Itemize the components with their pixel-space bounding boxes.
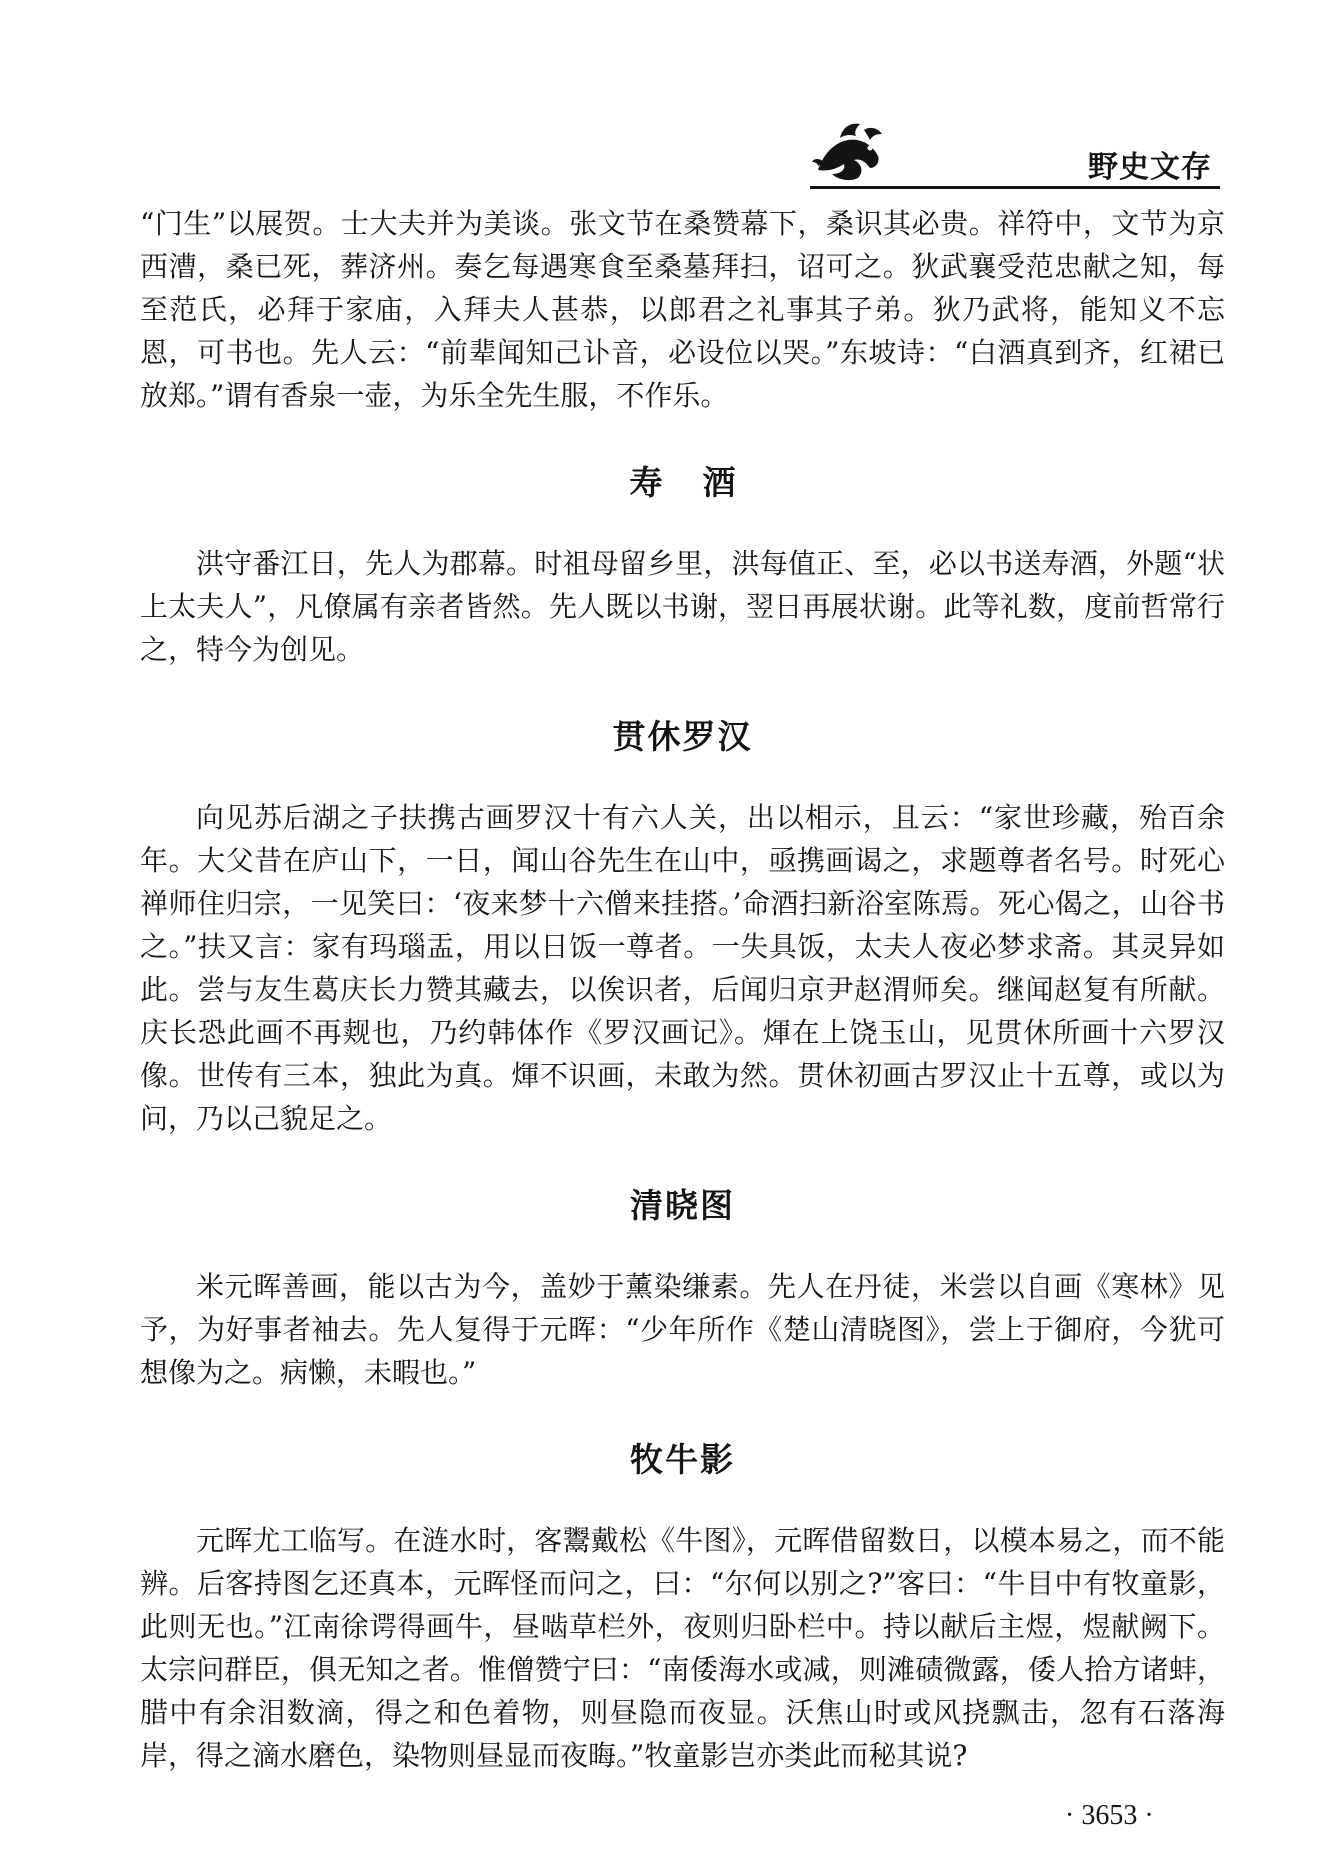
section-title-muniu-ying: 牧牛影 <box>630 1440 735 1479</box>
section-body-shoujiu: 洪守番江日，先人为郡幕。时祖母留乡里，洪每值正、至，必以书送寿酒，外题“状上太夫人”，凡僚属有亲者皆然。先人既以书谢，翌日再展状谢。此等礼数，度前哲常行之，特今为创见。 <box>140 547 1225 666</box>
intro-paragraph: “门生”以展贺。士大夫并为美谈。张文节在桑赞幕下，桑识其必贵。祥符中，文节为京西漕，桑已死，葬济州。奏乞每遇寒食至桑墓拜扫，诏可之。狄武襄受范忠献之知，每至范氏，必拜于家庙，入拜夫人甚恭，以郎君之礼事其子弟。狄乃武将，能知义不忘恩，可书也。先人云：“前辈闻知己讣音，必设位以哭。”东坡诗：“白酒真到齐，红裙已放郑。”谓有香泉一壶，为乐全先生服，不作乐。 <box>140 207 1225 412</box>
section-title-guanxiu-luohan: 贯休罗汉 <box>612 717 753 756</box>
running-header <box>810 118 1220 188</box>
section-body-qingxiao-tu: 米元晖善画，能以古为今，盖妙于薰染缣素。先人在丹徒，米尝以自画《寒林》见予，为好事者袖去。先人复得于元晖：“少年所作《楚山清晓图》，尝上于御府，今犹可想像为之。病懒，未暇也。” <box>140 1270 1225 1389</box>
header-rule <box>810 186 1220 189</box>
series-title: 野史文存 <box>1088 150 1212 185</box>
page-content <box>140 202 1225 1777</box>
section-body-guanxiu-luohan: 向见苏后湖之子扶携古画罗汉十有六人关，出以相示，且云：“家世珍藏，殆百余年。大父昔在庐山下，一日，闻山谷先生在山中，亟携画谒之，求题尊者名号。时死心禅师住归宗，一见笑曰：‘夜来梦十六僧来挂搭。’命酒扫新浴室陈焉。死心偈之，山谷书之。”扶又言：家有玛瑙盂，用以日饭一尊者。一失具饭，太夫人夜必梦求斋。其灵异如此。尝与友生葛庆长力赞其藏去，以俟识者，后闻归京尹赵渭师矣。继闻赵复有所献。庆长恐此画不再觌也，乃约韩体作《罗汉画记》。煇在上饶玉山，见贯休所画十六罗汉像。世传有三本，独此为真。煇不识画，未敢为然。贯休初画古罗汉止十五尊，或以为问，乃以己貌足之。 <box>140 801 1225 1135</box>
dragon-emblem-icon <box>810 118 885 184</box>
section-title-shoujiu: 寿酒 <box>629 463 776 502</box>
page-number: · 3653 · <box>1065 1800 1154 1831</box>
section-title-qingxiao-tu: 清晓图 <box>630 1186 735 1225</box>
section-body-muniu-ying: 元晖尤工临写。在涟水时，客鬻戴松《牛图》，元晖借留数日，以模本易之，而不能辨。后客持图乞还真本，元晖怪而问之，曰：“尔何以别之?”客曰：“牛目中有牧童影，此则无也。”江南徐谔得画牛，昼啮草栏外，夜则归卧栏中。持以献后主煜，煜献阙下。太宗问群臣，俱无知之者。惟僧赞宁曰：“南倭海水或减，则滩碛微露，倭人拾方诸蚌，腊中有余泪数滴，得之和色着物，则昼隐而夜显。沃焦山时或风挠飘击，忽有石落海岸，得之滴水磨色，染物则昼显而夜晦。”牧童影岂亦类此而秘其说? <box>140 1524 1225 1772</box>
